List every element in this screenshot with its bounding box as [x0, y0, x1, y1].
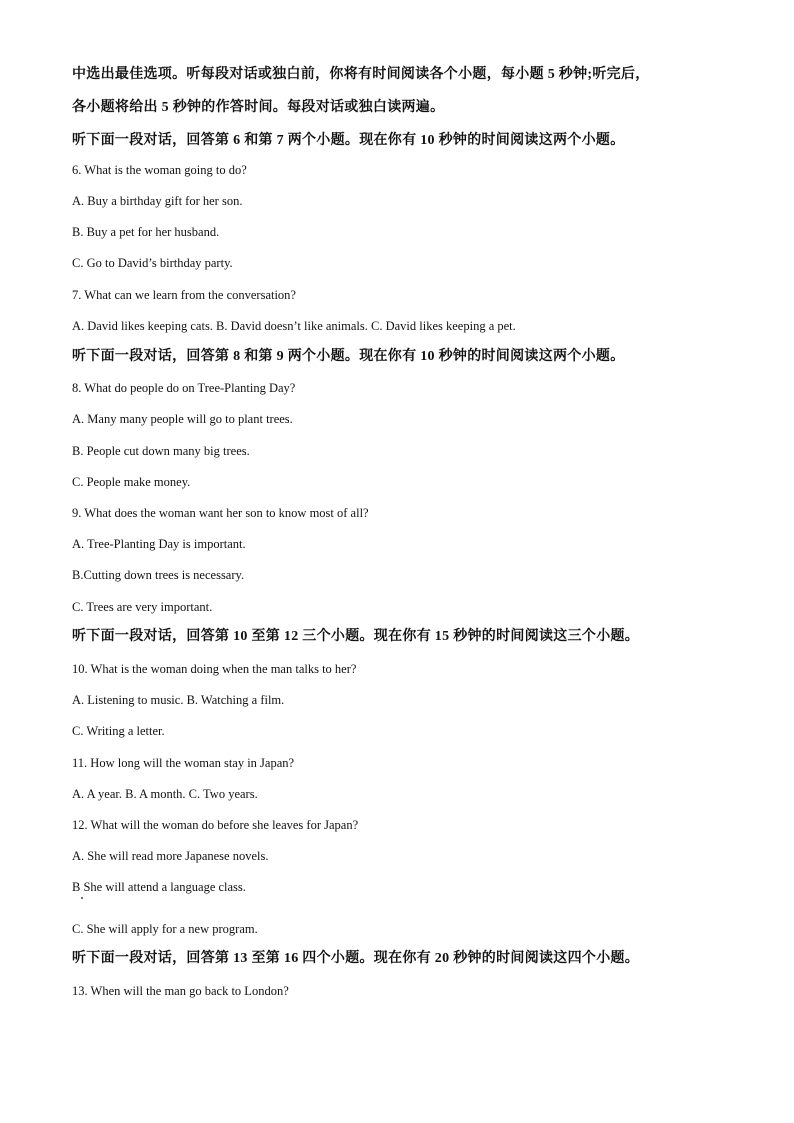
question-10: 10. What is the woman doing when the man talks to her? — [72, 662, 357, 676]
section-heading-q13-16: 听下面一段对话，回答第 13 至第 16 四个小题。现在你有 20 秒钟的时间阅读这四个小题。 — [72, 951, 640, 966]
q6-option-b: B. Buy a pet for her husband. — [72, 225, 220, 239]
section-heading-q10-12: 听下面一段对话，回答第 10 至第 12 三个小题。现在你有 15 秒钟的时间阅读这三个小题。 — [72, 629, 640, 644]
question-11: 11. How long will the woman stay in Japan? — [72, 756, 295, 770]
stray-dot — [81, 897, 83, 899]
question-7: 7. What can we learn from the conversation? — [72, 288, 296, 302]
q12-option-c: C. She will apply for a new program. — [72, 922, 258, 936]
q12-option-a: A. She will read more Japanese novels. — [72, 849, 269, 863]
question-9: 9. What does the woman want her son to know most of all? — [72, 506, 369, 520]
q9-option-c: C. Trees are very important. — [72, 600, 213, 614]
q9-option-a: A. Tree-Planting Day is important. — [72, 537, 246, 551]
section-heading-q8-9: 听下面一段对话，回答第 8 和第 9 两个小题。现在你有 10 秒钟的时间阅读这两个小题。 — [72, 349, 625, 364]
q6-option-a: A. Buy a birthday gift for her son. — [72, 194, 243, 208]
section-heading-q6-7: 听下面一段对话，回答第 6 和第 7 两个小题。现在你有 10 秒钟的时间阅读这两个小题。 — [72, 133, 625, 148]
q8-option-a: A. Many many people will go to plant trees. — [72, 412, 293, 426]
instruction-line-1: 中选出最佳选项。听每段对话或独白前，你将有时间阅读各个小题，每小题 5 秒钟;听完后， — [72, 67, 650, 82]
q8-option-b: B. People cut down many big trees. — [72, 444, 250, 458]
q6-option-c: C. Go to David’s birthday party. — [72, 256, 233, 270]
q7-options: A. David likes keeping cats. B. David doesn’t like animals. C. David likes keeping a pet. — [72, 319, 516, 333]
q10-option-c: C. Writing a letter. — [72, 724, 165, 738]
question-8: 8. What do people do on Tree-Planting Day? — [72, 381, 296, 395]
q11-options: A. A year. B. A month. C. Two years. — [72, 787, 258, 801]
q8-option-c: C. People make money. — [72, 475, 191, 489]
q10-options-ab: A. Listening to music. B. Watching a film. — [72, 693, 285, 707]
question-12: 12. What will the woman do before she leaves for Japan? — [72, 818, 359, 832]
question-6: 6. What is the woman going to do? — [72, 163, 247, 177]
question-13: 13. When will the man go back to London? — [72, 984, 289, 998]
q9-option-b: B.Cutting down trees is necessary. — [72, 568, 245, 582]
instruction-line-2: 各小题将给出 5 秒钟的作答时间。每段对话或独白读两遍。 — [72, 100, 445, 115]
q12-option-b: B She will attend a language class. — [72, 880, 246, 894]
